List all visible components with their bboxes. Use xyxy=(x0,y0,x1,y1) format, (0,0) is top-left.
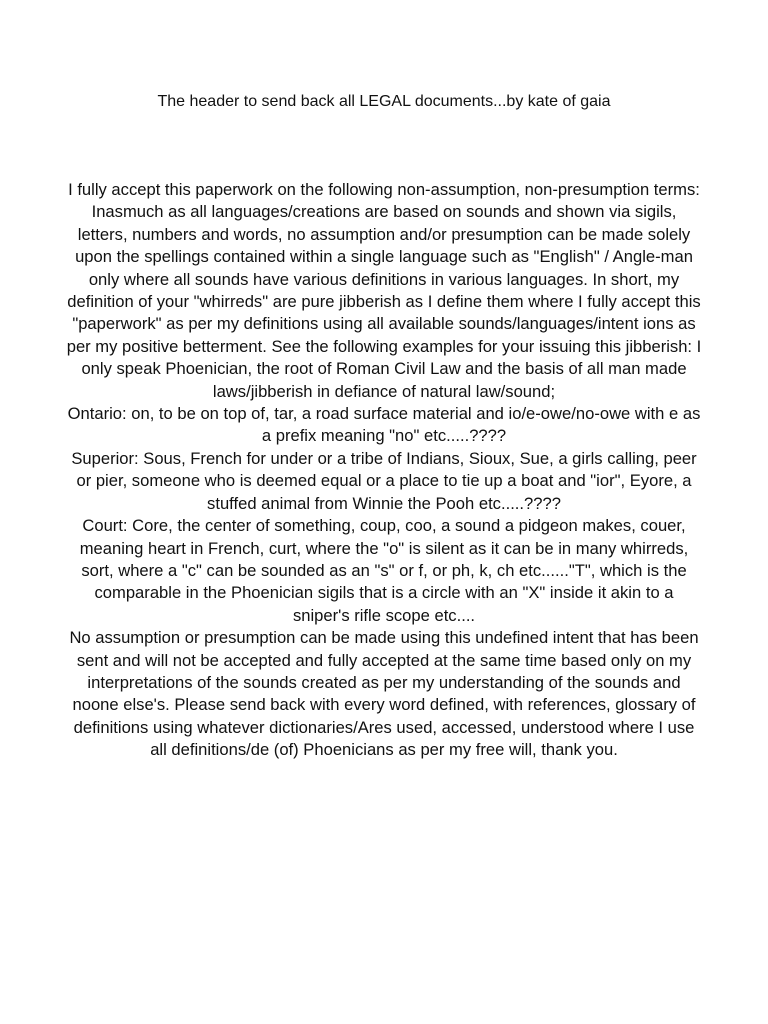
document-header: The header to send back all LEGAL documents...by kate of gaia xyxy=(157,93,611,110)
document-body xyxy=(66,179,702,762)
terms-intro-paragraph: I fully accept this paperwork on the following non-assumption, non-presumption terms: xyxy=(68,180,700,199)
ontario-paragraph: Ontario: on, to be on top of, tar, a road surface material and io/e-owe/no-owe with e as a prefix meaning "no" etc.....???? xyxy=(67,404,701,446)
superior-paragraph: Superior: Sous, French for under or a tribe of Indians, Sioux, Sue, a girls calling, peer or pier, someone who is deemed equal or a place to tie up a boat and "ior", Eyore, a stuffed animal from Winnie the Pooh etc.....???? xyxy=(71,448,697,513)
court-paragraph: Court: Core, the center of something, coup, coo, a sound a pidgeon makes, couer, meaning heart in French, curt, where the "o" is silent as it can be in many whirreds, sort, where a "c" can be sounded as an "s" or f, or ph, k, ch etc......"T", which is the comparable in the Phoenician sigils that is a circle with an "X" inside it akin to a sniper's rifle scope etc.... xyxy=(79,516,689,625)
closing-paragraph: No assumption or presumption can be made using this undefined intent that has been sent and will not be accepted and fully accepted at the same time based only on my interpretations of the sounds created as per my understanding of the sounds and noone else's. Please send back with every word defined, with references, glossary of definitions using whatever dictionaries/Ares used, accessed, understood where I use all definitions/de (of) Phoenicians as per my free will, thank you. xyxy=(69,628,699,760)
languages-paragraph: Inasmuch as all languages/creations are based on sounds and shown via sigils, letters, numbers and words, no assumption and/or presumption can be made solely upon the spellings contained within a single language such as "English" / Angle-man only where all sounds have various definitions in various languages. In short, my definition of your "whirreds" are pure jibberish as I define them where I fully accept this "paperwork" as per my definitions using all available sounds/languages/intent ions as per my positive betterment. See the following examples for your issuing this jibberish: I only speak Phoenician, the root of Roman Civil Law and the basis of all man made laws/jibberish in defiance of natural law/sound; xyxy=(66,202,702,401)
